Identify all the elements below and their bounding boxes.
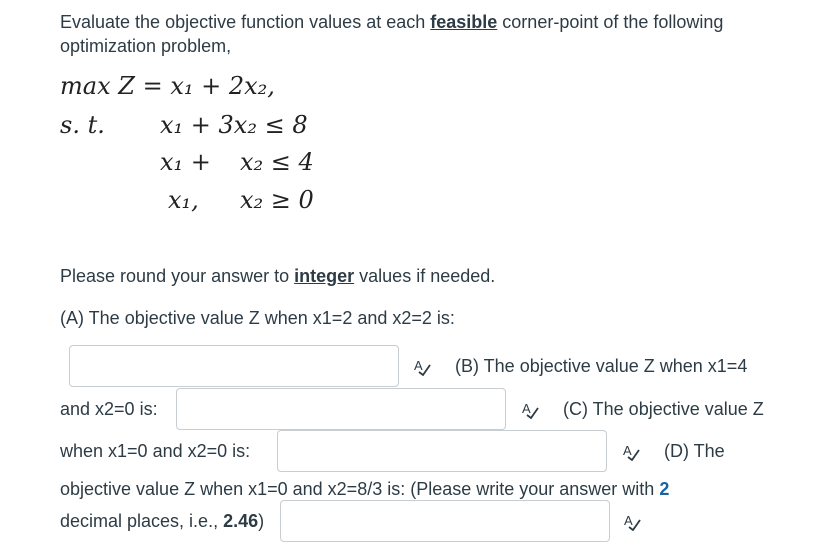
question-c-part1: (C) The objective value Z	[563, 399, 764, 419]
rounding-text-post: values if needed.	[354, 266, 496, 286]
question-b-part2: and x2=0 is:	[60, 399, 158, 419]
svg-text:A: A	[624, 513, 633, 528]
answer-d-input[interactable]	[280, 500, 610, 542]
spellcheck-icon[interactable]	[622, 511, 642, 531]
spellcheck-icon[interactable]	[621, 441, 641, 461]
rounding-note	[60, 265, 495, 287]
closing-paren: )	[258, 511, 265, 531]
constraint-2-right: x₂ ≤ 4	[240, 148, 314, 176]
answer-a-input[interactable]	[69, 345, 399, 387]
intro-text-post: corner-point of the following	[497, 12, 724, 32]
answer-b-input[interactable]	[176, 388, 506, 430]
rounding-text: Please round your answer to	[60, 266, 295, 286]
intro-line2: optimization problem,	[60, 36, 232, 56]
st-label: s. t.	[60, 111, 105, 139]
answer-c-input[interactable]	[277, 430, 607, 472]
svg-text:A: A	[623, 443, 632, 458]
intro-text: Evaluate the objective function values at each	[60, 12, 431, 32]
constraint-2-left: x₁ +	[160, 148, 211, 176]
question-d-text: objective value Z when x1=0 and x2=8/3 is: (Please write your answer with	[60, 479, 660, 499]
spellcheck-icon[interactable]	[412, 356, 432, 376]
max-label: max	[60, 72, 111, 100]
example-value: 2.46	[223, 511, 259, 531]
question-d-text-2: decimal places, i.e.,	[60, 511, 224, 531]
question-b-part1: (B) The objective value Z when x1=4	[455, 356, 748, 376]
question-d-line3	[60, 510, 264, 532]
spellcheck-icon[interactable]	[520, 399, 540, 419]
emphasis-integer: integer	[294, 266, 355, 286]
svg-text:A: A	[522, 401, 531, 416]
objective-expr: = x₁ + 2x₂,	[142, 72, 275, 100]
question-a: (A) The objective value Z when x1=2 and x2=2 is:	[60, 308, 455, 328]
emphasis-feasible: feasible	[430, 12, 498, 32]
decimal-places-number: 2	[659, 479, 670, 499]
objective-function	[60, 72, 275, 100]
intro-line1	[60, 11, 723, 33]
constraint-3-left: x₁,	[168, 186, 199, 214]
question-c-part2: when x1=0 and x2=0 is:	[60, 441, 251, 461]
constraint-1: x₁ + 3x₂ ≤ 8	[160, 111, 308, 139]
question-d-part1: (D) The	[664, 441, 725, 461]
svg-text:A: A	[414, 358, 423, 373]
constraint-3-right: x₂ ≥ 0	[240, 186, 314, 214]
question-d-line2	[60, 478, 669, 500]
objective-var: Z	[118, 72, 135, 100]
